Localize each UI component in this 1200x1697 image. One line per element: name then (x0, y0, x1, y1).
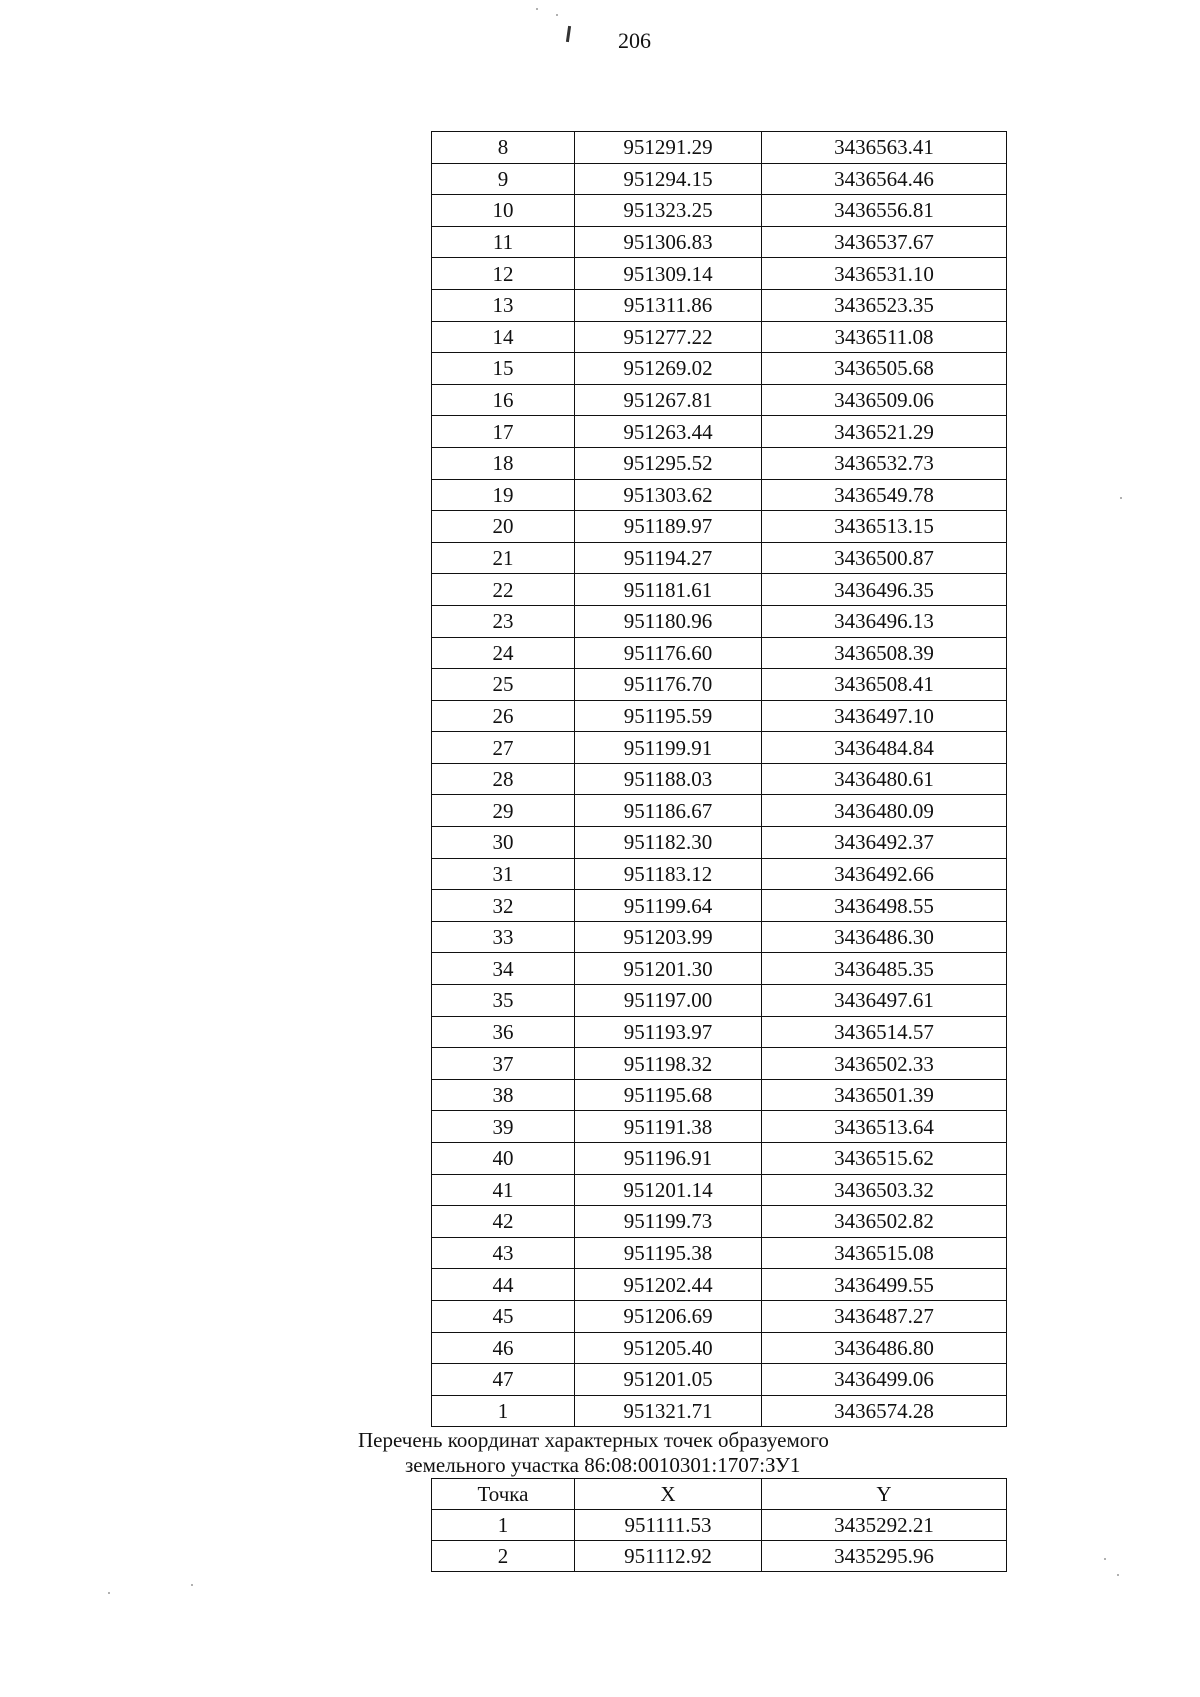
x-cell: 951303.62 (575, 479, 762, 511)
y-cell: 3436492.66 (762, 858, 1007, 890)
y-cell: 3435295.96 (762, 1541, 1007, 1572)
y-cell: 3436513.64 (762, 1111, 1007, 1143)
x-cell: 951112.92 (575, 1541, 762, 1572)
table-row (432, 416, 1007, 448)
table-row (432, 795, 1007, 827)
point-cell: 24 (432, 637, 575, 669)
page-number: 206 (618, 28, 651, 53)
table-row (432, 163, 1007, 195)
point-cell: 11 (432, 226, 575, 258)
x-cell: 951186.67 (575, 795, 762, 827)
y-cell: 3436485.35 (762, 953, 1007, 985)
point-cell: 42 (432, 1206, 575, 1238)
point-cell: 10 (432, 195, 575, 227)
y-cell: 3436492.37 (762, 827, 1007, 859)
point-cell: 26 (432, 700, 575, 732)
y-cell: 3436515.08 (762, 1237, 1007, 1269)
point-cell: 39 (432, 1111, 575, 1143)
table-row (432, 1206, 1007, 1238)
scan-speck (556, 14, 558, 16)
x-cell: 951195.38 (575, 1237, 762, 1269)
x-cell: 951195.68 (575, 1079, 762, 1111)
point-cell: 40 (432, 1143, 575, 1175)
table-row (432, 258, 1007, 290)
table-row (432, 1269, 1007, 1301)
point-cell: 18 (432, 447, 575, 479)
table-row (432, 953, 1007, 985)
y-cell: 3436505.68 (762, 353, 1007, 385)
point-cell: 17 (432, 416, 575, 448)
x-cell: 951295.52 (575, 447, 762, 479)
table-row (432, 700, 1007, 732)
x-cell: 951306.83 (575, 226, 762, 258)
x-cell: 951191.38 (575, 1111, 762, 1143)
scan-speck (536, 8, 538, 10)
x-cell: 951291.29 (575, 132, 762, 164)
point-cell: 33 (432, 921, 575, 953)
point-cell: 38 (432, 1079, 575, 1111)
table-row (432, 637, 1007, 669)
point-cell: 32 (432, 890, 575, 922)
x-cell: 951199.73 (575, 1206, 762, 1238)
table-row (432, 669, 1007, 701)
y-cell: 3436480.09 (762, 795, 1007, 827)
x-cell: 951197.00 (575, 985, 762, 1017)
point-cell: 25 (432, 669, 575, 701)
x-cell: 951198.32 (575, 1048, 762, 1080)
y-cell: 3436549.78 (762, 479, 1007, 511)
x-cell: 951201.05 (575, 1364, 762, 1396)
y-cell: 3436508.41 (762, 669, 1007, 701)
y-cell: 3436487.27 (762, 1300, 1007, 1332)
point-cell: 45 (432, 1300, 575, 1332)
table-row (432, 1395, 1007, 1427)
y-cell: 3436537.67 (762, 226, 1007, 258)
table-row (432, 605, 1007, 637)
x-cell: 951195.59 (575, 700, 762, 732)
y-cell: 3436486.30 (762, 921, 1007, 953)
point-cell: 44 (432, 1269, 575, 1301)
x-cell: 951321.71 (575, 1395, 762, 1427)
table-row (432, 1111, 1007, 1143)
x-cell: 951176.70 (575, 669, 762, 701)
point-cell: 21 (432, 542, 575, 574)
y-cell: 3436515.62 (762, 1143, 1007, 1175)
y-cell: 3436497.10 (762, 700, 1007, 732)
point-cell: 22 (432, 574, 575, 606)
scan-speck (1120, 497, 1122, 499)
x-cell: 951183.12 (575, 858, 762, 890)
x-cell: 951202.44 (575, 1269, 762, 1301)
table-row (432, 511, 1007, 543)
y-cell: 3436501.39 (762, 1079, 1007, 1111)
point-cell: 47 (432, 1364, 575, 1396)
y-cell: 3436499.06 (762, 1364, 1007, 1396)
point-cell: 34 (432, 953, 575, 985)
x-cell: 951311.86 (575, 289, 762, 321)
table-row (432, 985, 1007, 1017)
point-cell: 20 (432, 511, 575, 543)
caption-line-1: Перечень координат характерных точек образуемого (358, 1428, 829, 1452)
table-header-row (432, 1479, 1007, 1510)
y-cell: 3436499.55 (762, 1269, 1007, 1301)
table-row (432, 321, 1007, 353)
x-cell: 951182.30 (575, 827, 762, 859)
y-cell: 3436480.61 (762, 763, 1007, 795)
point-cell: 1 (432, 1510, 575, 1541)
table-row (432, 1541, 1007, 1572)
y-cell: 3436532.73 (762, 447, 1007, 479)
point-cell: 46 (432, 1332, 575, 1364)
table-row (432, 479, 1007, 511)
point-cell: 23 (432, 605, 575, 637)
y-cell: 3436574.28 (762, 1395, 1007, 1427)
y-cell: 3436496.35 (762, 574, 1007, 606)
point-cell: 37 (432, 1048, 575, 1080)
y-cell: 3436509.06 (762, 384, 1007, 416)
y-cell: 3436500.87 (762, 542, 1007, 574)
table-row (432, 574, 1007, 606)
point-cell: 14 (432, 321, 575, 353)
coordinates-table-body (432, 132, 1007, 1427)
x-cell: 951111.53 (575, 1510, 762, 1541)
x-cell: 951199.91 (575, 732, 762, 764)
scan-speck (1117, 1574, 1119, 1576)
y-cell: 3436498.55 (762, 890, 1007, 922)
table-row (432, 1079, 1007, 1111)
point-cell: 31 (432, 858, 575, 890)
point-cell: 1 (432, 1395, 575, 1427)
table-row (432, 289, 1007, 321)
table-row (432, 890, 1007, 922)
y-cell: 3436556.81 (762, 195, 1007, 227)
x-cell: 951269.02 (575, 353, 762, 385)
x-cell: 951194.27 (575, 542, 762, 574)
x-cell: 951309.14 (575, 258, 762, 290)
table-row (432, 1300, 1007, 1332)
y-cell: 3436511.08 (762, 321, 1007, 353)
point-cell: 12 (432, 258, 575, 290)
y-cell: 3436502.33 (762, 1048, 1007, 1080)
scan-speck (1104, 1558, 1106, 1560)
coordinates-table (431, 131, 1007, 1427)
table-row (432, 1237, 1007, 1269)
table-row (432, 1332, 1007, 1364)
x-cell: 951181.61 (575, 574, 762, 606)
point-cell: 41 (432, 1174, 575, 1206)
table-row (432, 732, 1007, 764)
x-cell: 951203.99 (575, 921, 762, 953)
x-cell: 951201.30 (575, 953, 762, 985)
x-cell: 951294.15 (575, 163, 762, 195)
point-cell: 8 (432, 132, 575, 164)
x-cell: 951193.97 (575, 1016, 762, 1048)
y-cell: 3436497.61 (762, 985, 1007, 1017)
x-cell: 951199.64 (575, 890, 762, 922)
point-cell: 13 (432, 289, 575, 321)
x-cell: 951196.91 (575, 1143, 762, 1175)
y-cell: 3436513.15 (762, 511, 1007, 543)
x-cell: 951277.22 (575, 321, 762, 353)
y-cell: 3435292.21 (762, 1510, 1007, 1541)
table-row (432, 921, 1007, 953)
header-point: Точка (432, 1479, 575, 1510)
x-cell: 951205.40 (575, 1332, 762, 1364)
point-cell: 36 (432, 1016, 575, 1048)
table-row (432, 1016, 1007, 1048)
point-cell: 16 (432, 384, 575, 416)
x-cell: 951323.25 (575, 195, 762, 227)
y-cell: 3436563.41 (762, 132, 1007, 164)
table-row (432, 827, 1007, 859)
point-cell: 30 (432, 827, 575, 859)
table-row (432, 447, 1007, 479)
point-cell: 28 (432, 763, 575, 795)
x-cell: 951176.60 (575, 637, 762, 669)
x-cell: 951189.97 (575, 511, 762, 543)
table-row (432, 384, 1007, 416)
point-cell: 2 (432, 1541, 575, 1572)
table-row (432, 763, 1007, 795)
y-cell: 3436508.39 (762, 637, 1007, 669)
table-row (432, 353, 1007, 385)
header-y: Y (762, 1479, 1007, 1510)
table-row (432, 542, 1007, 574)
y-cell: 3436484.84 (762, 732, 1007, 764)
header-x: X (575, 1479, 762, 1510)
x-cell: 951201.14 (575, 1174, 762, 1206)
zu1-coordinates-table (431, 1478, 1007, 1572)
point-cell: 9 (432, 163, 575, 195)
x-cell: 951263.44 (575, 416, 762, 448)
x-cell: 951188.03 (575, 763, 762, 795)
table-row (432, 132, 1007, 164)
table-row (432, 1364, 1007, 1396)
point-cell: 15 (432, 353, 575, 385)
zu1-table-body (432, 1510, 1007, 1572)
y-cell: 3436496.13 (762, 605, 1007, 637)
table-row (432, 1048, 1007, 1080)
table-row (432, 858, 1007, 890)
table-row (432, 1143, 1007, 1175)
scan-speck (191, 1584, 193, 1586)
x-cell: 951180.96 (575, 605, 762, 637)
x-cell: 951206.69 (575, 1300, 762, 1332)
table-row (432, 226, 1007, 258)
point-cell: 43 (432, 1237, 575, 1269)
table-row (432, 1510, 1007, 1541)
y-cell: 3436531.10 (762, 258, 1007, 290)
point-cell: 27 (432, 732, 575, 764)
y-cell: 3436521.29 (762, 416, 1007, 448)
point-cell: 19 (432, 479, 575, 511)
scan-speck (108, 1592, 110, 1594)
point-cell: 35 (432, 985, 575, 1017)
x-cell: 951267.81 (575, 384, 762, 416)
scan-mark (566, 26, 571, 42)
y-cell: 3436502.82 (762, 1206, 1007, 1238)
point-cell: 29 (432, 795, 575, 827)
y-cell: 3436486.80 (762, 1332, 1007, 1364)
table-row (432, 1174, 1007, 1206)
y-cell: 3436564.46 (762, 163, 1007, 195)
y-cell: 3436514.57 (762, 1016, 1007, 1048)
table-row (432, 195, 1007, 227)
y-cell: 3436523.35 (762, 289, 1007, 321)
y-cell: 3436503.32 (762, 1174, 1007, 1206)
caption-line-2: земельного участка 86:08:0010301:1707:ЗУ1 (405, 1453, 801, 1477)
